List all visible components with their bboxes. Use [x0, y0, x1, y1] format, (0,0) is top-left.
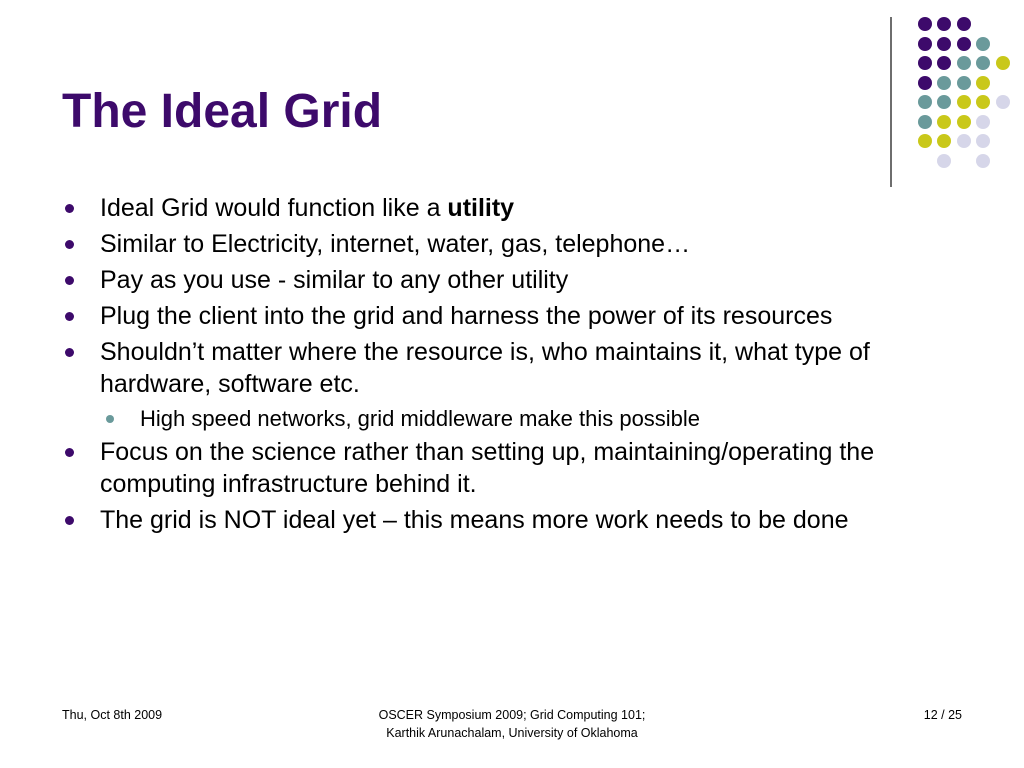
slide-title: The Ideal Grid	[62, 85, 383, 138]
sub-bullet-dot-icon	[106, 415, 114, 423]
decorative-dot	[976, 37, 990, 51]
vertical-divider	[890, 17, 892, 187]
decorative-dot	[996, 95, 1010, 109]
decorative-dot	[918, 95, 932, 109]
decorative-dot	[937, 134, 951, 148]
bullet-dot-icon	[65, 240, 74, 249]
decorative-dot	[976, 56, 990, 70]
decorative-dot	[937, 17, 951, 31]
bullet-emphasis: utility	[447, 194, 515, 222]
decorative-dot	[957, 17, 971, 31]
decorative-dot	[957, 95, 971, 109]
decorative-dot	[957, 56, 971, 70]
bullet-dot-icon	[65, 204, 74, 213]
bullet-dot-icon	[65, 448, 74, 457]
decorative-dot	[937, 95, 951, 109]
decorative-dot	[918, 56, 932, 70]
decorative-dot	[937, 76, 951, 90]
decorative-dot	[957, 37, 971, 51]
decorative-dot	[957, 115, 971, 129]
bullet-text: The grid is NOT ideal yet – this means more work needs to be done	[100, 506, 849, 534]
bullet-text: Focus on the science rather than setting up, maintaining/operating the computing infrastructure behind it.	[100, 438, 875, 498]
footer-caption-line: OSCER Symposium 2009; Grid Computing 101;	[378, 708, 646, 722]
bullet-item	[62, 336, 962, 400]
bullet-dot-icon	[65, 516, 74, 525]
decorative-dot	[976, 154, 990, 168]
bullet-item	[62, 192, 962, 224]
bullet-text: Pay as you use - similar to any other utility	[100, 266, 569, 294]
decorative-dot	[957, 134, 971, 148]
bullet-text: Shouldn’t matter where the resource is, who maintains it, what type of hardware, software etc.	[100, 338, 870, 398]
bullet-list	[62, 192, 962, 540]
page-number: 12 / 25	[923, 708, 962, 722]
decorative-dot	[976, 95, 990, 109]
decorative-dot	[937, 56, 951, 70]
sub-bullet-item	[62, 404, 962, 434]
decorative-dot	[918, 134, 932, 148]
footer-caption	[312, 706, 712, 742]
bullet-dot-icon	[65, 312, 74, 321]
decorative-dot	[918, 17, 932, 31]
decorative-dot	[918, 76, 932, 90]
decorative-dot	[937, 115, 951, 129]
bullet-item	[62, 300, 962, 332]
sub-bullet-text: High speed networks, grid middleware make this possible	[140, 406, 701, 431]
decorative-dot	[976, 134, 990, 148]
bullet-item	[62, 264, 962, 296]
decorative-dot	[957, 76, 971, 90]
decorative-dot	[918, 115, 932, 129]
decorative-dot	[918, 37, 932, 51]
footer-caption-line: Karthik Arunachalam, University of Oklahoma	[386, 726, 638, 740]
bullet-text: Similar to Electricity, internet, water, gas, telephone…	[100, 230, 691, 258]
bullet-text: Plug the client into the grid and harness the power of its resources	[100, 302, 833, 330]
bullet-item	[62, 228, 962, 260]
bullet-dot-icon	[65, 276, 74, 285]
bullet-item	[62, 504, 962, 536]
decorative-dot	[976, 76, 990, 90]
decorative-dot	[937, 37, 951, 51]
decorative-dot	[976, 115, 990, 129]
bullet-text: Ideal Grid would function like a	[100, 194, 448, 222]
footer-date: Thu, Oct 8th 2009	[62, 708, 163, 722]
decorative-dot	[996, 56, 1010, 70]
decorative-dot	[937, 154, 951, 168]
bullet-dot-icon	[65, 348, 74, 357]
bullet-item	[62, 436, 962, 500]
